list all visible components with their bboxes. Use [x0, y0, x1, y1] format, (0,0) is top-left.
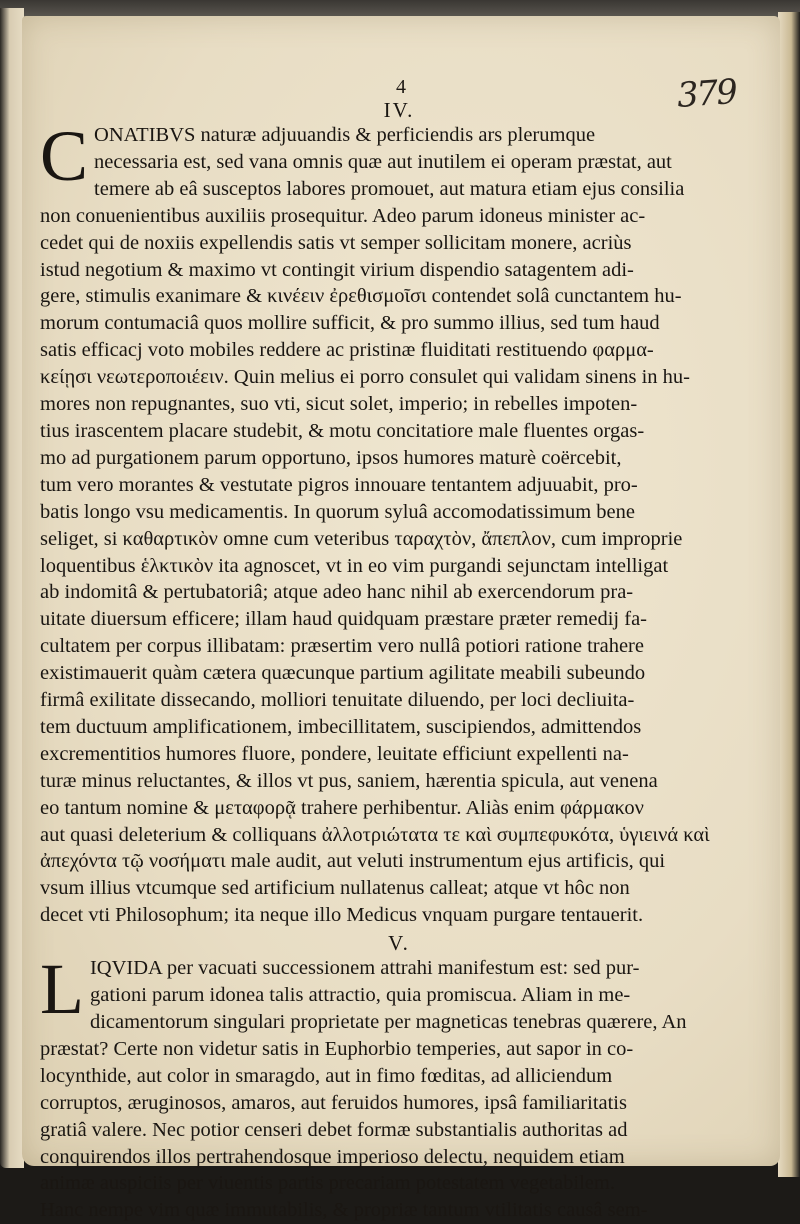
drop-cap-c: C: [40, 116, 89, 196]
page-text: [40, 98, 758, 1224]
text-line: gere, stimulis exanimare & κινέειν ἐρεθισμοῖσι contendet solâ cunctantem hu-: [40, 285, 682, 308]
text-line: firmâ exilitate dissecando, molliori tenuitate diluendo, per loci decliuita-: [40, 689, 635, 712]
text-line: loquentibus ἑλκτικὸν ita agnoscet, vt in eo vim purgandi sejunctam intelligat: [40, 554, 669, 577]
text-line: eo tantum nomine & μεταφορᾷ trahere perhibentur. Aliàs enim φάρμακον: [40, 796, 644, 819]
text-line: ἀπεχόντα τῷ νοσήματι male audit, aut veluti instrumentum ejus artificis, qui: [40, 850, 666, 873]
page-number: 4: [396, 76, 406, 98]
text-line: mo ad purgationem parum opportuno, ipsos humores maturè coërcebit,: [40, 446, 622, 469]
text-line: ab indomitâ & pertubatoriâ; atque adeo hanc nihil ab exercendorum pra-: [40, 581, 634, 604]
text-line: cedet qui de noxiis expellendis satis vt semper sollicitam monere, acriùs: [40, 231, 632, 254]
section-heading-iv: IV.: [383, 98, 415, 122]
text-line: tius irascentem placare studebit, & motu concitatiore male fluentes orgas-: [40, 419, 645, 442]
text-line: animæ auspiciis per viuentis partis precariam potestatem vegetabilem.: [40, 1172, 615, 1195]
text-line: istud negotium & maximo vt contingit virium dispendio satagentem adi-: [40, 258, 634, 281]
text-line: decet vti Philosophum; ita neque illo Medicus vnquam purgare tentauerit.: [40, 904, 644, 927]
text-line: gratiâ valere. Nec potior censeri debet formæ substantialis authoritas ad: [40, 1118, 628, 1141]
drop-cap-l: L: [40, 949, 84, 1030]
text-line: uitate diuersum efficere; illam haud quidquam præstare præter remedij fa-: [40, 608, 648, 631]
book-page: [22, 16, 780, 1222]
section-v-lines: [40, 949, 758, 1224]
text-line: temere ab eâ susceptos labores promouet, aut matura etiam ejus consilia: [94, 177, 685, 200]
text-line: IQVIDA per vacuati successionem attrahi manifestum est: sed pur-: [89, 957, 640, 980]
text-line: tem ductuum amplificationem, imbecillitatem, suscipiendos, admittendos: [40, 715, 642, 738]
text-line: aut quasi deleterium & colliquans ἀλλοτριώτατα τε καὶ συμπεφυκότα, ὑγιεινά καὶ: [40, 823, 710, 846]
text-line: tum vero morantes & vestutate pigros innouare tentantem adjuuabit, pro-: [40, 473, 638, 496]
text-line: Hanc nempe vim quæ immutabilis, & propriæ tantum vtilitatis causâ sem-: [40, 1199, 648, 1222]
text-line: non conuenientibus auxiliis prosequitur. Adeo parum idoneus minister ac-: [40, 204, 646, 227]
section-iv-lines: [40, 116, 758, 929]
section-heading-v: V.: [388, 931, 410, 956]
text-line: existimauerit quàm cætera quæcunque partium agilitate meabili subeundo: [40, 662, 646, 685]
text-line: conquirendos illos pertrahendosque imperioso delectu, nequidem etiam: [40, 1145, 625, 1168]
handwritten-folio-number: 379: [675, 71, 738, 117]
text-line: gationi parum idonea talis attractio, quia promiscua. Aliam in me-: [89, 984, 631, 1007]
text-line: dicamentorum singulari proprietate per magneticas tenebras quærere, An: [89, 1011, 687, 1033]
book-left-edge: [0, 8, 24, 1168]
section-iv-paragraph: [40, 116, 758, 929]
text-line: mores non repugnantes, suo vti, sicut solet, imperio; in rebelles impoten-: [40, 393, 638, 416]
text-line: satis efficacj voto mobiles reddere ac pristinæ fluiditati restituendo φαρμα-: [40, 339, 654, 362]
text-line: cultatem per corpus illibatam: præsertim vero nullâ potiori ratione trahere: [40, 635, 644, 658]
text-line: præstat? Certe non videtur satis in Euphorbio temperies, aut sapor in co-: [40, 1037, 634, 1060]
text-line: κείῃσι νεωτεροποιέειν. Quin melius ei porro consulet qui validam sinens in hu-: [40, 366, 690, 389]
text-line: locynthide, aut color in smaragdo, aut in fimo fœditas, ad alliciendum: [40, 1064, 613, 1087]
text-line: turæ minus reluctantes, & illos vt pus, saniem, hærentia spicula, aut venena: [40, 769, 658, 792]
book-right-edge: [778, 12, 800, 1177]
text-line: seliget, si καθαρτικὸν omne cum veteribus ταραχτὸν, ἄπεπλον, cum improprie: [40, 527, 683, 550]
section-v-paragraph: [40, 949, 758, 1224]
text-line: vsum illius vtcumque sed artificium nullatenus calleat; atque vt hôc non: [40, 877, 630, 900]
text-line: excrementitios humores fluore, pondere, leuitate efficiunt expellenti na-: [40, 742, 629, 765]
text-line: batis longo vsu medicamentis. In quorum syluâ accomodatissimum bene: [40, 500, 635, 523]
text-line: necessaria est, sed vana omnis quæ aut inutilem ei operam præstat, aut: [94, 150, 672, 173]
text-line: morum contumaciâ quos mollire sufficit, & pro summo illius, sed tum haud: [40, 312, 660, 335]
text-line: corruptos, æruginosos, amaros, aut feruidos humores, ipsâ familiaritatis: [40, 1091, 627, 1114]
text-line: ONATIBVS naturæ adjuuandis & perficiendis ars plerumque: [94, 124, 596, 146]
